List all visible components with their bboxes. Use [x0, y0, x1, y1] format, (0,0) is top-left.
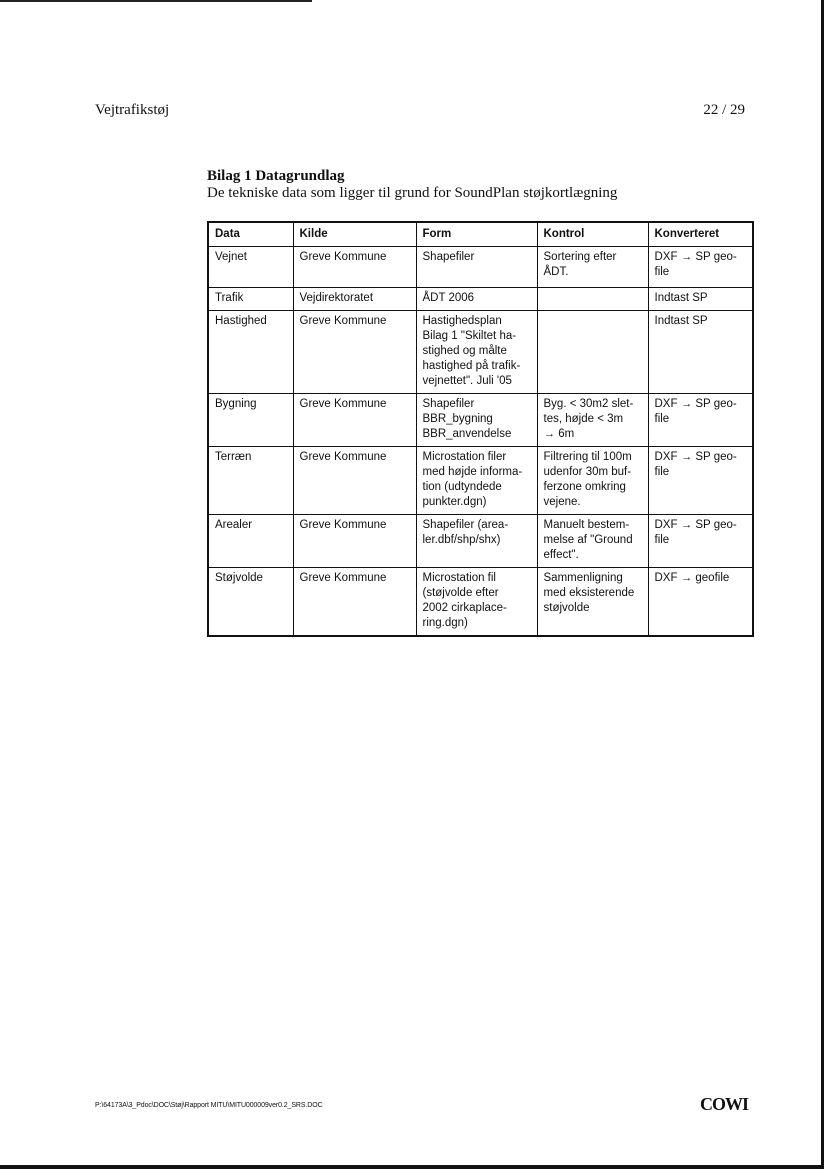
scan-border-top [0, 0, 312, 2]
table-cell: Microstation filer med højde informa- tion (udtyndede punkter.dgn) [416, 447, 537, 515]
running-header-title: Vejtrafikstøj [95, 102, 170, 118]
table-cell: DXF → SP geo- file [648, 447, 753, 515]
table-cell: Greve Kommune [293, 447, 416, 515]
table-cell: Indtast SP [648, 288, 753, 311]
table-cell: Vejdirektoratet [293, 288, 416, 311]
table-cell: Arealer [208, 515, 293, 568]
table-cell: DXF → SP geo- file [648, 247, 753, 288]
table-cell: Hastighedsplan Bilag 1 "Skiltet ha- stighed og målte hastighed på trafik- vejnettet". Juli '05 [416, 311, 537, 394]
table-cell: Manuelt bestem- melse af "Ground effect". [537, 515, 648, 568]
table-cell: Filtrering til 100m udenfor 30m buf- ferzone omkring vejene. [537, 447, 648, 515]
table-cell: Greve Kommune [293, 515, 416, 568]
table-cell: Greve Kommune [293, 247, 416, 288]
table-cell: Trafik [208, 288, 293, 311]
table-cell: DXF → SP geo- file [648, 515, 753, 568]
table-cell: Terræn [208, 447, 293, 515]
company-logo: COWI [699, 1094, 748, 1114]
appendix-subtitle: De tekniske data som ligger til grund for SoundPlan støjkortlægning [207, 185, 618, 201]
table-cell: Bygning [208, 394, 293, 447]
table-header-row [208, 222, 753, 247]
table-cell: Greve Kommune [293, 568, 416, 637]
table-cell: ÅDT 2006 [416, 288, 537, 311]
table-cell: Hastighed [208, 311, 293, 394]
table-row [208, 394, 753, 447]
data-basis-table [207, 221, 754, 637]
table-row [208, 247, 753, 288]
table-cell: Shapefiler BBR_bygning BBR_anvendelse [416, 394, 537, 447]
column-header-form: Form [416, 222, 537, 247]
table-cell: Støjvolde [208, 568, 293, 637]
table-row [208, 515, 753, 568]
scan-border-bottom [0, 1165, 824, 1169]
table-cell: Sortering efter ÅDT. [537, 247, 648, 288]
table-row [208, 311, 753, 394]
footer-file-path: P:\64173A\3_Pdoc\DOC\Støj\Rapport MITU\MITU000009ver0.2_SRS.DOC [95, 1102, 323, 1109]
table-row [208, 568, 753, 637]
page-number: 22 / 29 [703, 102, 745, 118]
table-cell: DXF → geofile [648, 568, 753, 637]
table-row [208, 288, 753, 311]
table-row [208, 447, 753, 515]
column-header-kilde: Kilde [293, 222, 416, 247]
table-cell: Sammenligning med eksisterende støjvolde [537, 568, 648, 637]
table-cell: Microstation fil (støjvolde efter 2002 cirkaplace- ring.dgn) [416, 568, 537, 637]
appendix-title: Bilag 1 Datagrundlag [207, 168, 345, 184]
table-cell: Byg. < 30m2 slet- tes, højde < 3m → 6m [537, 394, 648, 447]
table-cell: Indtast SP [648, 311, 753, 394]
column-header-data: Data [208, 222, 293, 247]
table-cell: Shapefiler (area- ler.dbf/shp/shx) [416, 515, 537, 568]
table-cell: Vejnet [208, 247, 293, 288]
table-cell: DXF → SP geo- file [648, 394, 753, 447]
table-cell [537, 288, 648, 311]
column-header-kontrol: Kontrol [537, 222, 648, 247]
table-cell: Greve Kommune [293, 311, 416, 394]
column-header-konverteret: Konverteret [648, 222, 753, 247]
table-cell [537, 311, 648, 394]
table-cell: Shapefiler [416, 247, 537, 288]
table-cell: Greve Kommune [293, 394, 416, 447]
